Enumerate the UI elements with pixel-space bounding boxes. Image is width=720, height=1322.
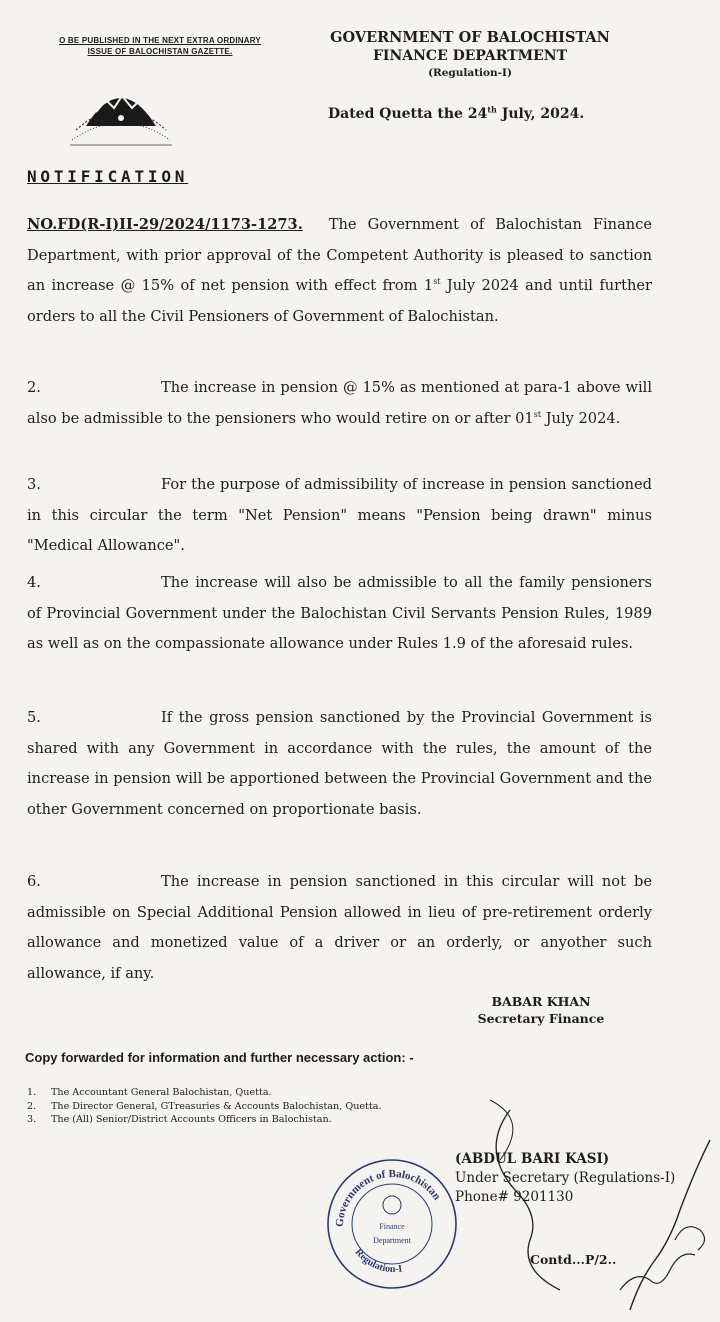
continued-marker: Contd...P/2..	[530, 1252, 617, 1267]
distribution-list	[27, 1086, 382, 1127]
department-seal-stamp	[325, 1157, 460, 1292]
list-item: 1. The Accountant General Balochistan, Quetta.	[27, 1087, 272, 1098]
department-header: GOVERNMENT OF BALOCHISTAN FINANCE DEPARTMENT (Regulation-I)	[330, 29, 610, 79]
secretary-signature-block: BABAR KHAN Secretary Finance	[477, 994, 605, 1026]
paragraph-6: 6. The increase in pension sanctioned in this circular will not be admissible on Special Additional Pension allowed in lieu of pre-retirement orderly allowance and monetized value of a driver or an orderly, or anyother such allowance, if any.	[27, 873, 652, 982]
copy-forwarded-heading: Copy forwarded for information and further necessary action: -	[25, 1050, 414, 1065]
reference-number: NO.FD(R-I)II-29/2024/1173-1273.	[27, 216, 303, 233]
notification-title: NOTIFICATION	[27, 167, 189, 186]
list-item: 3. The (All) Senior/District Accounts Officers in Balochistan.	[27, 1114, 332, 1125]
svg-text:Department: Department	[373, 1236, 411, 1245]
gazette-publication-note: O BE PUBLISHED IN THE NEXT EXTRA ORDINARY ISSUE OF BALOCHISTAN GAZETTE.	[59, 36, 261, 56]
paragraph-1: NO.FD(R-I)II-29/2024/1173-1273. The Government of Balochistan Finance Department, with prior approval of the Competent Authority is pleased to sanction an increase @ 15% of net pension with effect from 1st July 2024 and until further orders to all the Civil Pensioners of Government of Balochistan.	[27, 216, 652, 325]
paragraph-4: 4. The increase will also be admissible to all the family pensioners of Provincial Government under the Balochistan Civil Servants Pension Rules, 1989 as well as on the compassionate allowance under Rules 1.9 of the aforesaid rules.	[27, 574, 652, 652]
paragraph-5: 5. If the gross pension sanctioned by the Provincial Government is shared with any Government in accordance with the rules, the amount of the increase in pension will be apportioned between the Provincial Government and the other Government concerned on proportionate basis.	[27, 709, 652, 818]
date-line: Dated Quetta the 24th July, 2024.	[328, 104, 585, 122]
paragraph-2: 2. The increase in pension @ 15% as mentioned at para-1 above will also be admissible to the pensioners who would retire on or after 01st July 2024.	[27, 379, 652, 427]
list-item: 2. The Director General, GTreasuries & Accounts Balochistan, Quetta.	[27, 1100, 382, 1112]
under-secretary-signature-block: (ABDUL BARI KASI) Under Secretary (Regulations-I) Phone# 9201130	[455, 1151, 676, 1205]
svg-text:Regulation-I: Regulation-I	[352, 1246, 403, 1276]
svg-text:Finance: Finance	[379, 1222, 405, 1231]
paragraph-3: 3. For the purpose of admissibility of increase in pension sanctioned in this circular the term "Net Pension" means "Pension being drawn" minus "Medical Allowance".	[27, 476, 652, 554]
svg-text:Government of Balochistan: Government of Balochistan	[333, 1167, 443, 1228]
balochistan-government-emblem-icon	[66, 70, 176, 150]
